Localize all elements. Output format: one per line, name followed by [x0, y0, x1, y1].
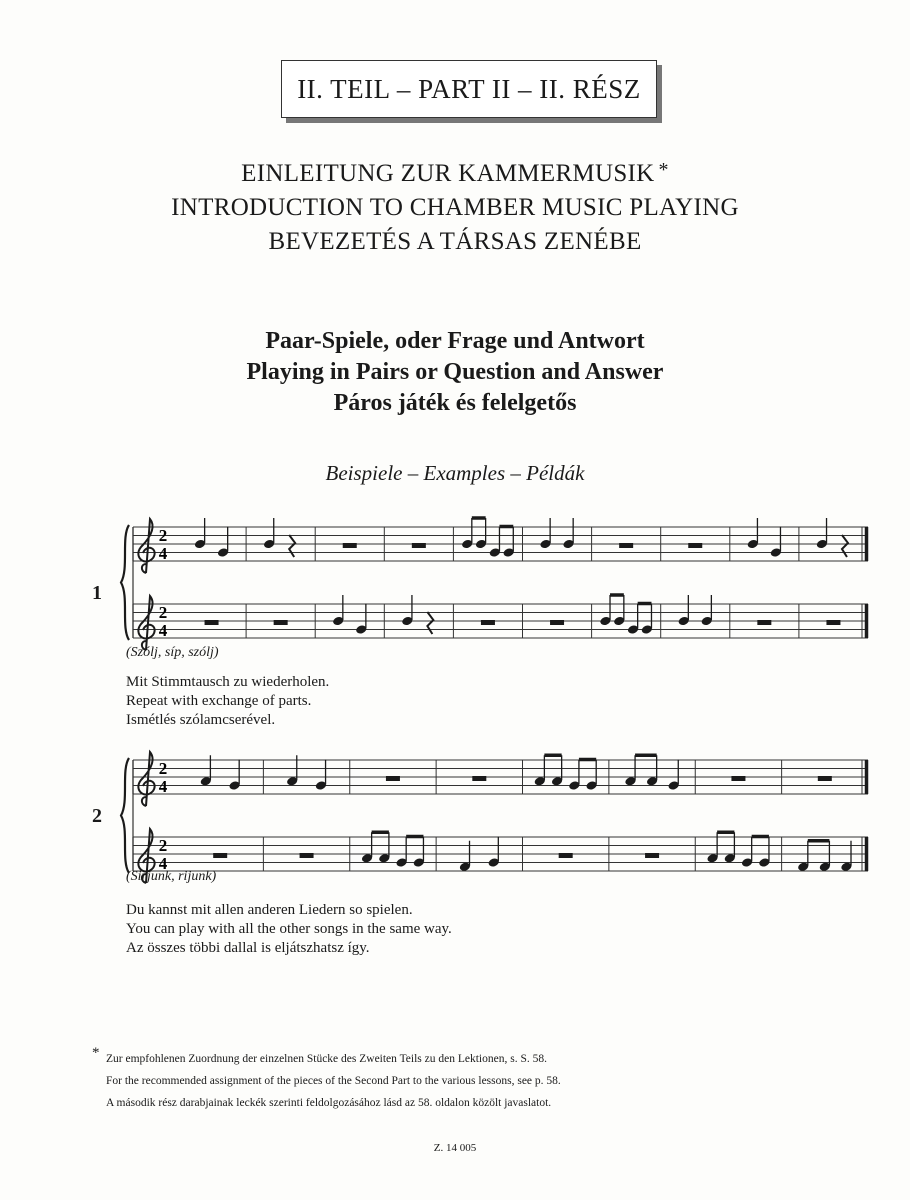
time-signature-bottom: 4	[158, 777, 168, 796]
measure-rest	[343, 543, 357, 548]
example-instructions	[126, 901, 452, 958]
instruction-line: Repeat with exchange of parts.	[126, 693, 312, 709]
measure-rest	[688, 543, 702, 548]
measure-rest	[213, 853, 227, 858]
measure-rest	[300, 853, 314, 858]
measure-rest	[412, 543, 426, 548]
footnote-star: *	[92, 1045, 100, 1061]
measure-rest	[559, 853, 573, 858]
footnote-german: Zur empfohlenen Zuordnung der einzelnen Stücke des Zweiten Teils zu den Lektionen, s. S. 58.	[106, 1053, 547, 1065]
subtitle-english: Playing in Pairs or Question and Answer	[246, 359, 664, 385]
time-signature-top: 2	[158, 526, 168, 545]
example-system-2	[121, 752, 868, 883]
measure-rest	[645, 853, 659, 858]
measure-rest	[731, 776, 745, 781]
time-signature-bottom: 4	[158, 854, 168, 873]
footnote-english: For the recommended assignment of the pieces of the Second Part to the various lessons, see p. 58.	[106, 1075, 561, 1087]
system-brace	[121, 525, 129, 640]
footnote-hungarian: A második rész darabjainak leckék szerinti feldolgozásához lásd az 58. oldalon közölt javaslatot.	[106, 1097, 552, 1109]
part-heading: II. TEIL – PART II – II. RÉSZ	[297, 73, 641, 104]
catalog-code: Z. 14 005	[433, 1142, 477, 1154]
instruction-line: Du kannst mit allen anderen Liedern so spielen.	[126, 902, 413, 918]
instruction-line: Ismétlés szólamcserével.	[126, 712, 276, 728]
quarter-rest	[289, 535, 295, 557]
measure-rest	[619, 543, 633, 548]
measure-rest	[472, 776, 486, 781]
time-signature-top: 2	[158, 603, 168, 622]
time-signature-bottom: 4	[158, 621, 168, 640]
song-caption: (Szólj, síp, szólj)	[126, 645, 219, 660]
instruction-line: You can play with all the other songs in the same way.	[126, 921, 452, 937]
measure-rest	[481, 620, 495, 625]
measure-rest	[757, 620, 771, 625]
instruction-line: Mit Stimmtausch zu wiederholen.	[126, 674, 330, 690]
title-hungarian: BEVEZETÉS A TÁRSAS ZENÉBE	[268, 228, 642, 255]
instruction-line: Az összes többi dallal is eljátszhatsz így.	[126, 940, 370, 956]
subtitle-hungarian: Páros játék és felelgetős	[333, 390, 577, 416]
measure-rest	[818, 776, 832, 781]
measure-rest	[205, 620, 219, 625]
time-signature-top: 2	[158, 759, 168, 778]
example-instructions	[126, 673, 329, 730]
example-number: 1	[92, 582, 102, 604]
time-signature-top: 2	[158, 836, 168, 855]
subtitle-german: Paar-Spiele, oder Frage und Antwort	[265, 328, 645, 354]
song-caption: (Sirjunk, rijunk)	[126, 869, 217, 884]
measure-rest	[274, 620, 288, 625]
footnote	[92, 1048, 561, 1114]
examples-heading: Beispiele – Examples – Példák	[325, 461, 585, 485]
example-system-1	[121, 518, 868, 650]
system-brace	[121, 758, 129, 873]
footnote-mark: *	[658, 159, 669, 181]
example-number: 2	[92, 805, 102, 827]
quarter-rest	[842, 535, 848, 557]
title-english: INTRODUCTION TO CHAMBER MUSIC PLAYING	[171, 194, 739, 221]
measure-rest	[386, 776, 400, 781]
time-signature-bottom: 4	[158, 544, 168, 563]
measure-rest	[550, 620, 564, 625]
title-german: EINLEITUNG ZUR KAMMERMUSIK *	[241, 159, 669, 187]
measure-rest	[826, 620, 840, 625]
quarter-rest	[427, 612, 433, 634]
